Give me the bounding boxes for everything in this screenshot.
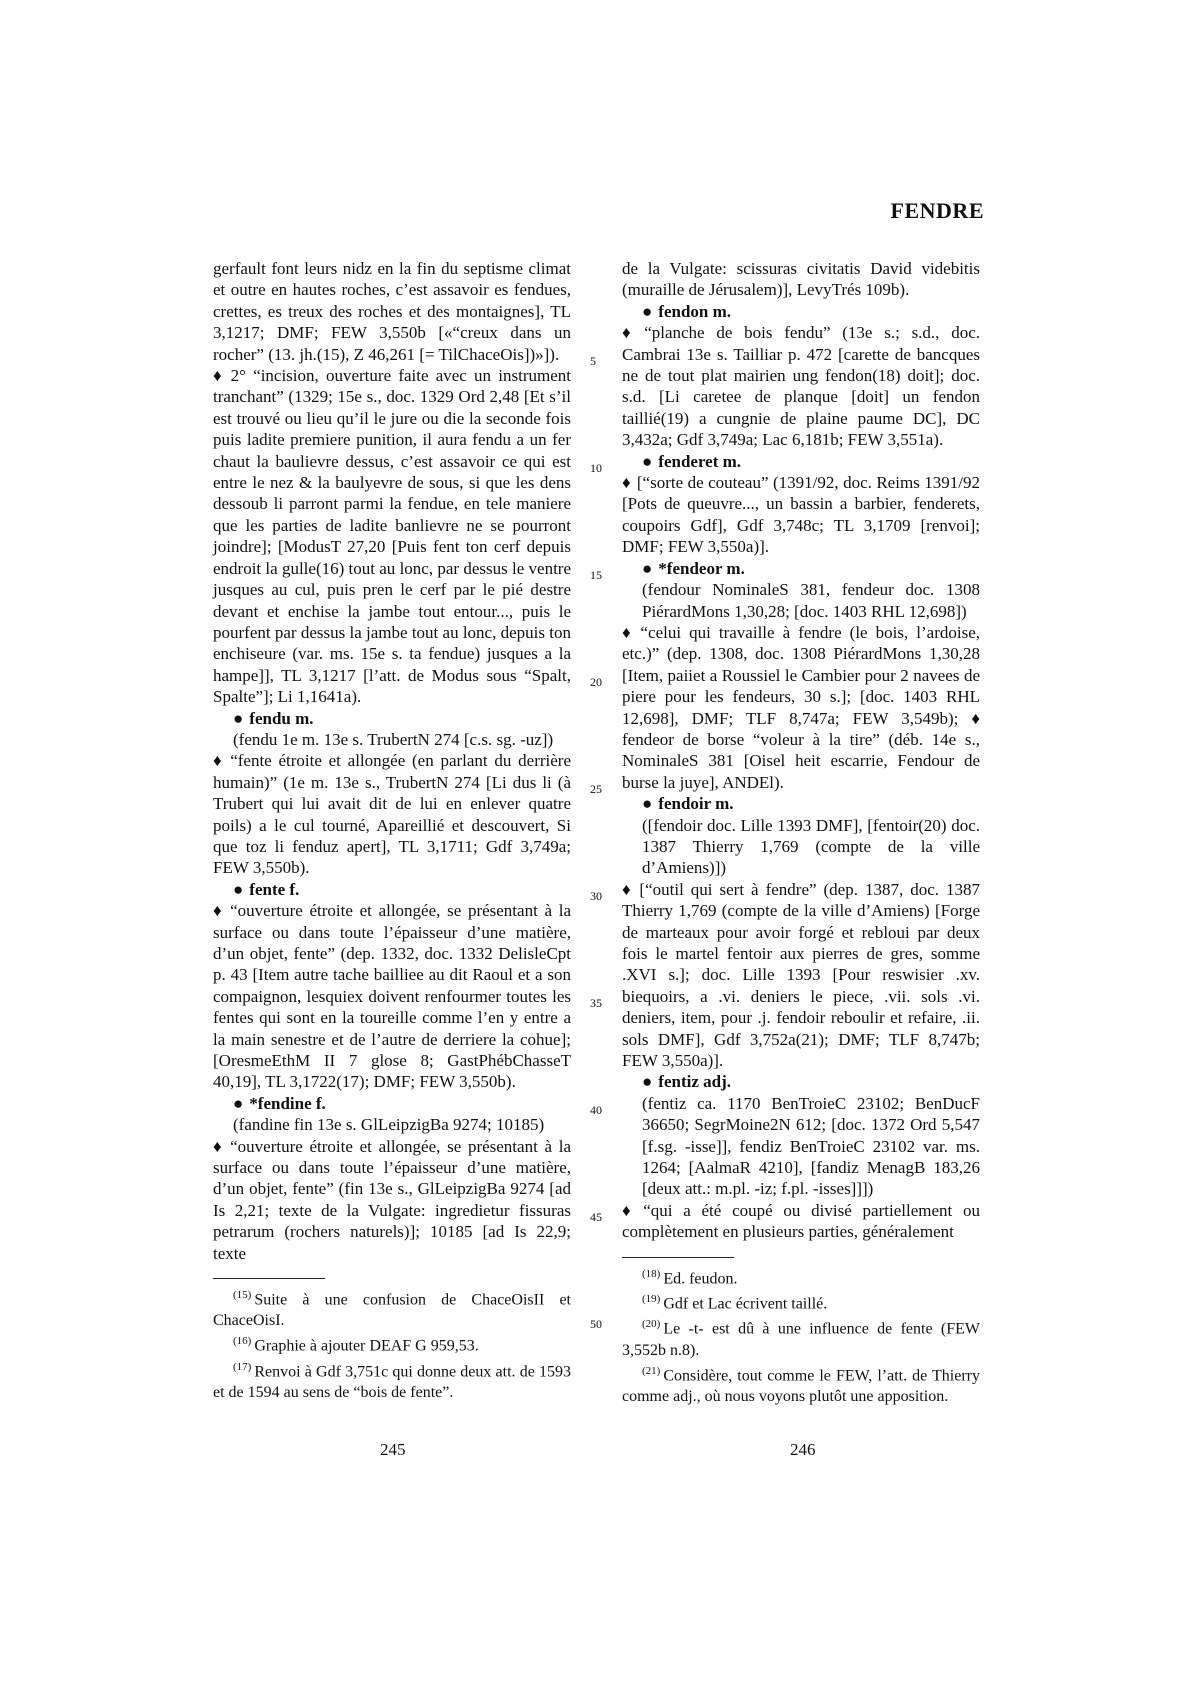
footnote-number: (18) [642, 1267, 661, 1280]
sense-text: “ouverture étroite et allongée, se présentant à la surface ou dans toute l’épaisseur d’une matière, d’un objet, fente” (dep. 1332, doc. 1332 DelisleCpt p. 43 [Item autre tache bailliee au dit Raoul et a son compaignon, lesquiex doivent renfourmer toutes les fentes qui sont en la toureille comme l’en y entre a la main senestre et de l’autre de derriere la cohue]; [OresmeEthM II 7 glose 8; GastPhébChasseT 40,19], TL 3,1722(17); DMF; FEW 3,550b). [213, 901, 571, 1092]
footnote-rule [213, 1278, 325, 1279]
footnote [622, 1361, 980, 1407]
lemma-heading [622, 558, 980, 579]
lemma-label: *fendeor m. [658, 558, 745, 578]
lemma-label: fenderet m. [658, 451, 742, 471]
bullet-icon: ● [233, 1093, 244, 1113]
lemma-label: fendoir m. [658, 794, 734, 814]
sense-paragraph [622, 472, 980, 558]
entry-paragraph: gerfault font leurs nidz en la fin du septisme climat et outre en hautes roches, c’est assavoir es fendues, crettes, es treux des roches et des montaignes], TL 3,1217; DMF; FEW 3,550b [«“creux dans un rocher” (13. jh.(15), Z 46,261 [= TilChaceOis])»]). [213, 259, 571, 364]
line-number: 15 [590, 568, 602, 582]
diamond-icon: ♦ [213, 751, 225, 771]
lemma-label: *fendine f. [249, 1093, 326, 1113]
line-number: 50 [590, 1317, 602, 1331]
footnote [213, 1357, 571, 1403]
sense-paragraph [213, 750, 571, 878]
bullet-icon: ● [642, 794, 653, 814]
footnote [622, 1314, 980, 1360]
diamond-icon: ♦ [622, 473, 631, 493]
page-number-right: 246 [790, 1440, 816, 1459]
forms-line: (fentiz ca. 1170 BenTroieC 23102; BenDucF 36650; SegrMoine2N 612; [doc. 1372 Ord 5,547 [f.sg. -isse]], fendiz BenTroieC 23102 var. ms. 1264; [AalmaR 4210], [fandiz MenagB 183,26 [deux att.: m.pl. -iz; f.pl. -isses]]]) [642, 1093, 980, 1199]
diamond-icon: ♦ [622, 323, 639, 343]
diamond-icon: ♦ [213, 366, 225, 386]
sense-text: “celui qui travaille à fendre (le bois, l’ardoise, etc.)” (dep. 1308, doc. 1308 PiérardMons 1,30,28 [Item, paiiet a Roussiel le Cambier pour 2 navees de piere pour les fendeurs, 30 s.]; [doc. 1403 RHL 12,698], DMF; TLF 8,747a; FEW 3,549b); ♦ fendeor de borse “voleur à la tire” (déb. 14e s., NominaleS 381 [Oisel heit escarrie, Fendour de burse la juye], ANDEl). [622, 622, 980, 792]
forms-line: (fandine fin 13e s. GlLeipzigBa 9274; 10185) [233, 1115, 545, 1135]
sense-paragraph [213, 365, 571, 708]
footnote-number: (21) [642, 1364, 661, 1377]
diamond-icon: ♦ [622, 879, 634, 899]
sense-paragraph [213, 900, 571, 1093]
bullet-icon: ● [642, 451, 653, 471]
sense-paragraph [622, 622, 980, 793]
diamond-icon: ♦ [213, 1136, 225, 1156]
left-column [213, 258, 571, 1403]
sense-paragraph [622, 1200, 980, 1243]
lemma-label: fendu m. [249, 708, 314, 728]
diamond-icon: ♦ [622, 622, 635, 642]
footnote-number: (19) [642, 1293, 661, 1306]
line-number: 35 [590, 996, 602, 1010]
sense-text: “planche de bois fendu” (13e s.; s.d., doc. Cambrai 13e s. Tailliar p. 472 [carette de bancques ne de tout plat mairien ung fendon(18) doit]; doc. s.d. [Li caretee de planque [doit] un fendon taillié(19) a cungnie de plaine paume DC], DC 3,432a; Gdf 3,749a; Lac 6,181b; FEW 3,551a). [622, 323, 980, 450]
line-number: 30 [590, 889, 602, 903]
sense-paragraph [622, 322, 980, 450]
footnote-text: Graphie à ajouter DEAF G 959,53. [254, 1337, 479, 1355]
footnote-text: Ed. feudon. [663, 1270, 738, 1288]
bullet-icon: ● [642, 558, 653, 578]
entry-paragraph: de la Vulgate: scissuras civitatis David videbitis (muraille de Jérusalem)], LevyTrés 109b). [622, 259, 980, 300]
diamond-icon: ♦ [622, 1200, 638, 1220]
lemma-label: fentiz adj. [658, 1072, 731, 1092]
footnote [622, 1289, 980, 1314]
running-head-headword: FENDRE [890, 198, 984, 223]
footnote-text: Suite à une confusion de ChaceOisII et ChaceOisI. [213, 1291, 571, 1330]
footnote-number: (15) [233, 1289, 252, 1302]
lemma-heading [622, 451, 980, 472]
line-number: 25 [590, 782, 602, 796]
footnote-number: (17) [233, 1360, 252, 1373]
line-number: 10 [590, 461, 602, 475]
lemma-heading [622, 793, 980, 814]
footnote-text: Renvoi à Gdf 3,751c qui donne deux att. de 1593 et de 1594 au sens de “bois de fente”. [213, 1363, 571, 1402]
page-number-left: 245 [380, 1440, 406, 1459]
sense-paragraph [622, 879, 980, 1072]
footnote [622, 1264, 980, 1289]
right-column [622, 258, 980, 1407]
footnote-rule [622, 1257, 734, 1258]
footnote-text: Gdf et Lac écrivent taillé. [663, 1295, 828, 1313]
forms-line: (fendu 1e m. 13e s. TrubertN 274 [c.s. sg. -uz]) [233, 729, 554, 749]
bullet-icon: ● [233, 879, 244, 899]
lemma-label: fente f. [249, 879, 300, 899]
footnote-text: Considère, tout comme le FEW, l’att. de Thierry comme adj., où nous voyons plutôt une apposition. [622, 1367, 980, 1405]
sense-text: “fente étroite et allongée (en parlant du derrière humain)” (1e m. 13e s., TrubertN 274 [Li dus li (à Trubert qui lui avait dit de lui en enlever quatre poils) a le cul tourné, Apareillié et descouvert, Si que toz li fenduz apert], TL 3,1711; Gdf 3,749a; FEW 3,550b). [213, 751, 571, 878]
forms-line: ([fendoir doc. Lille 1393 DMF], [fentoir(20) doc. 1387 Thierry 1,769 (compte de la ville d’Amiens)]) [642, 815, 980, 878]
footnote [213, 1285, 571, 1331]
bullet-icon: ● [233, 708, 244, 728]
line-number: 45 [590, 1210, 602, 1224]
sense-text: “qui a été coupé ou divisé partiellement ou complètement en plusieurs parties, généralement [622, 1200, 980, 1242]
footnote-number: (16) [233, 1335, 252, 1348]
lemma-label: fendon m. [658, 301, 732, 321]
lemma-heading [213, 1093, 571, 1114]
diamond-icon: ♦ [213, 901, 225, 921]
line-number: 20 [590, 675, 602, 689]
sense-text: [“sorte de couteau” (1391/92, doc. Reims 1391/92 [Pots de queuvre..., un bassin a barbier, fenderets, coupoirs Gdf], Gdf 3,748c; TL 3,1709 [renvoi]; DMF; FEW 3,550a)]. [622, 473, 980, 557]
sense-text: “ouverture étroite et allongée, se présentant à la surface ou dans toute l’épaisseur d’une matière, d’un objet, fente” (fin 13e s., GlLeipzigBa 9274 [ad Is 2,21; texte de la Vulgate: ingredietur fissuras petrarum (rochers naturels)]; 10185 [ad Is 22,9; texte [213, 1136, 571, 1263]
sense-text: 2° “incision, ouverture faite avec un instrument tranchant” (1329; 15e s., doc. 1329 Ord 2,48 [Et s’il est trouvé ou lieu qu’il le jure ou die la seconde fois puis ladite premiere punition, il aura fendu a un fer chaut la baulievre dessus, c’est assavoir ce qui est entre le nez & la baulyevre de sous, si que les dens dessoub li parront parmi la fendue, en tele maniere que les parties de ladite banlievre ne se pourront joindre]; [ModusT 27,20 [Puis fent ton cerf depuis endroit la gulle(16) tout au lonc, par dessus le ventre jusques au cul, puis pren le cerf par le pié destre devant et enchise la jambe tout entour..., puis le pourfent par dessus la jambe tout au lonc, depuis ton enchiseure (var. ms. 15e s. ta fendue) jusques a la hampe]], TL 3,1217 [l’att. de Modus sous “Spalt, Spalte”]; Li 1,1641a). [213, 366, 571, 707]
line-number: 40 [590, 1103, 602, 1117]
forms-line: (fendour NominaleS 381, fendeur doc. 1308 PiérardMons 1,30,28; [doc. 1403 RHL 12,698]) [642, 580, 980, 621]
lemma-heading [213, 879, 571, 900]
lemma-heading [213, 708, 571, 729]
footnote [213, 1331, 571, 1356]
footnote-number: (20) [642, 1318, 661, 1331]
bullet-icon: ● [642, 1072, 653, 1092]
line-number: 5 [590, 354, 596, 368]
bullet-icon: ● [642, 301, 653, 321]
footnote-text: Le -t- est dû à une influence de fente (FEW 3,552b n.8). [622, 1320, 980, 1359]
sense-paragraph [213, 1136, 571, 1264]
lemma-heading [622, 1071, 980, 1092]
lemma-heading [622, 301, 980, 322]
sense-text: [“outil qui sert à fendre” (dep. 1387, doc. 1387 Thierry 1,769 (compte de la ville d’Amiens) [Forge de marteaux pour avoir forgé et rebloui par deux fois le martel fentoir aux pierres de gres, somme .XVI s.]; doc. Lille 1393 [Pour reswisier .xv. biequoirs, a .vi. deniers le piece, .vii. sols .vi. deniers, item, pour .j. fendoir reboulir et refaire, .ii. sols DMF], Gdf 3,752a(21); DMF; TLF 8,747b; FEW 3,550a)]. [622, 879, 980, 1071]
